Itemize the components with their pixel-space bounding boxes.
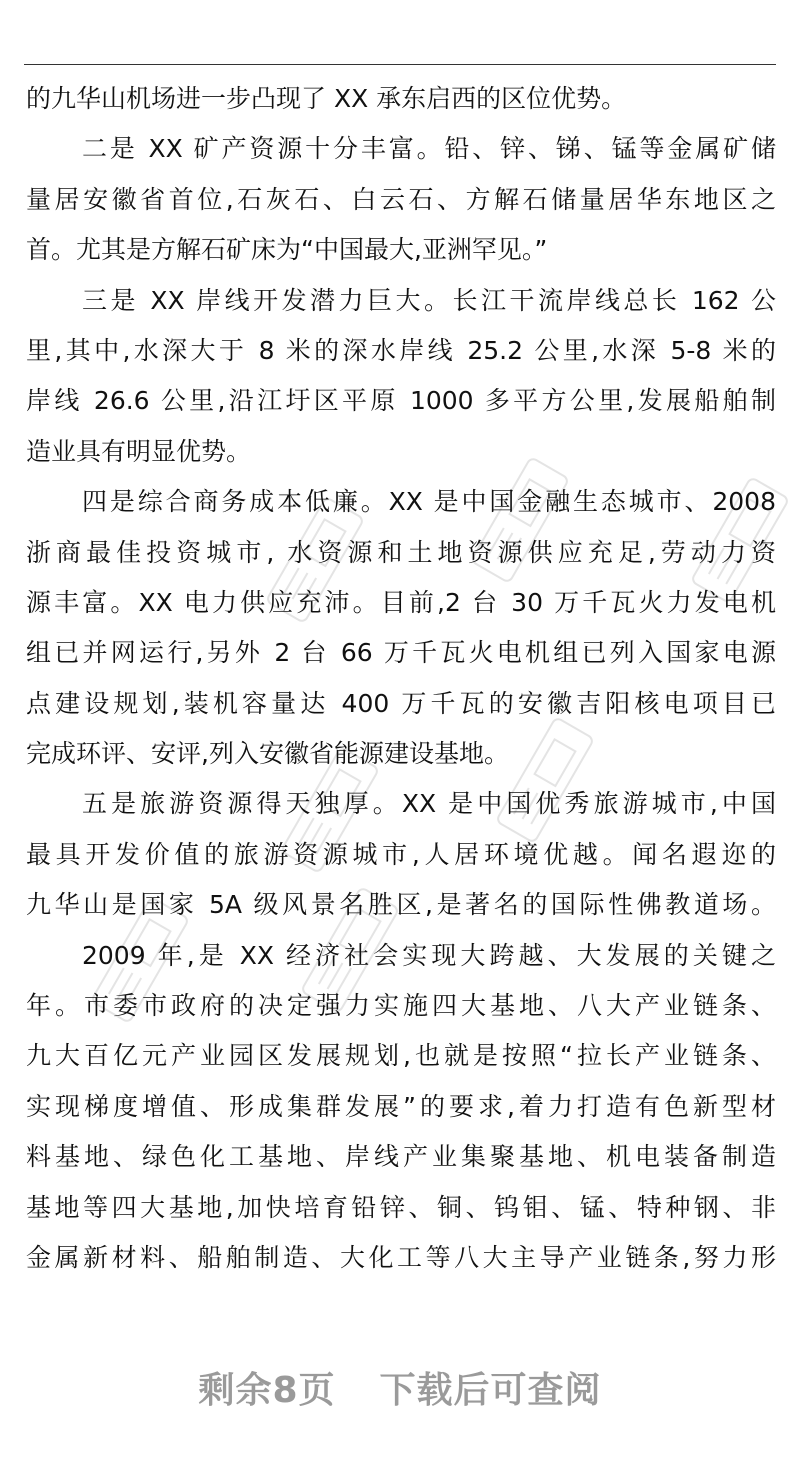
document-line: 的九华山机场进一步凸现了 XX 承东启西的区位优势。	[26, 84, 627, 113]
document-line: 实现梯度增值、形成集群发展”的要求,着力打造有色新型材	[26, 1091, 776, 1121]
document-line: 里,其中,水深大于 8 米的深水岸线 25.2 公里,水深 5-8 米的	[26, 335, 776, 365]
document-line: 金属新材料、船舶制造、大化工等八大主导产业链条,努力形	[26, 1242, 776, 1272]
document-line: 三是 XX 岸线开发潜力巨大。长江干流岸线总长 162 公	[82, 285, 776, 315]
document-line: 首。尤其是方解石矿床为“中国最大,亚洲罕见。”	[26, 235, 548, 265]
document-line: 九华山是国家 5A 级风景名胜区,是著名的国际性佛教道场。	[26, 890, 776, 920]
document-line: 浙商最佳投资城市, 水资源和土地资源供应充足,劳动力资	[26, 537, 776, 567]
document-line: 岸线 26.6 公里,沿江圩区平原 1000 多平方公里,发展船舶制	[26, 386, 776, 416]
document-line: 二是 XX 矿产资源十分丰富。铅、锌、锑、锰等金属矿储	[82, 134, 776, 164]
document-line: 年。市委市政府的决定强力实施四大基地、八大产业链条、	[26, 991, 776, 1021]
header-divider	[24, 64, 776, 65]
document-line: 量居安徽省首位,石灰石、白云石、方解石储量居华东地区之	[26, 184, 776, 214]
download-to-view-label: 下载后可查阅	[379, 1370, 602, 1411]
document-line: 基地等四大基地,加快培育铅锌、铜、钨钼、锰、特种钢、非	[26, 1192, 776, 1222]
download-banner[interactable]	[0, 1362, 800, 1413]
document-line: 最具开发价值的旅游资源城市,人居环境优越。闻名遐迩的	[26, 839, 776, 869]
document-line: 源丰富。XX 电力供应充沛。目前,2 台 30 万千瓦火力发电机	[26, 587, 776, 617]
document-line: 九大百亿元产业园区发展规划,也就是按照“拉长产业链条、	[26, 1041, 776, 1071]
document-line: 四是综合商务成本低廉。XX 是中国金融生态城市、2008	[82, 487, 776, 517]
document-line: 点建设规划,装机容量达 400 万千瓦的安徽吉阳核电项目已	[26, 688, 776, 718]
document-line: 料基地、绿色化工基地、岸线产业集聚基地、机电装备制造	[26, 1142, 776, 1172]
document-body	[26, 74, 776, 1283]
document-line: 组已并网运行,另外 2 台 66 万千瓦火电机组已列入国家电源	[26, 638, 776, 668]
document-line: 2009 年,是 XX 经济社会实现大跨越、大发展的关键之	[82, 940, 776, 970]
document-line: 五是旅游资源得天独厚。XX 是中国优秀旅游城市,中国	[82, 789, 776, 819]
document-line: 完成环评、安评,列入安徽省能源建设基地。	[26, 739, 509, 769]
remaining-pages-label: 剩余8页	[198, 1370, 336, 1411]
document-line: 造业具有明显优势。	[26, 436, 252, 466]
